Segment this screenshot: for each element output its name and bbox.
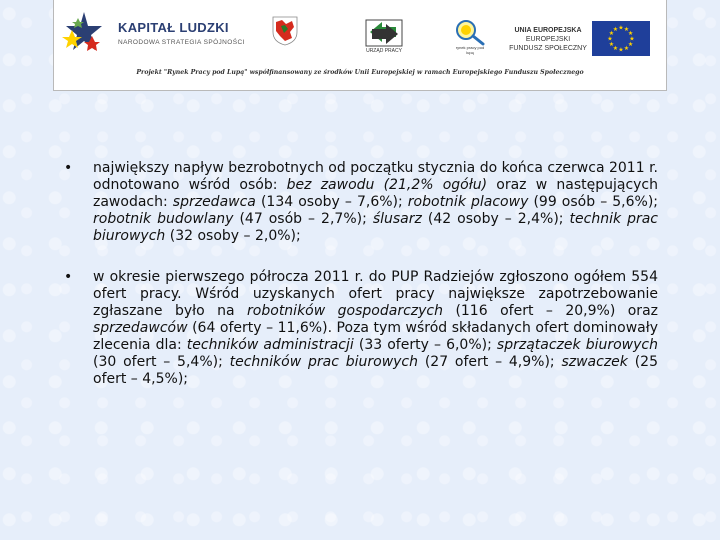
- kapital-ludzki-star-icon: [62, 10, 106, 56]
- eu-line-2: EUROPEJSKI: [525, 36, 571, 43]
- bullet-text-job-offers: [93, 269, 658, 388]
- text-segment: (99 osób – 5,6%);: [528, 194, 659, 210]
- rynek-pracy-pod-lupa-logo: [452, 18, 488, 60]
- text-segment: techników prac biurowych: [229, 354, 419, 370]
- eu-star-icon: ★: [618, 24, 624, 32]
- eu-star-icon: ★: [612, 26, 619, 34]
- text-segment: (25 ofert – 4,5%);: [93, 354, 658, 387]
- text-segment: (42 osoby – 2,4%);: [421, 211, 570, 227]
- kapital-ludzki-subtitle: NARODOWA STRATEGIA SPÓJNOŚCI: [118, 39, 245, 46]
- text-segment: technik prac biurowych: [93, 211, 659, 244]
- eu-star-icon: ★: [627, 30, 634, 38]
- magnifier-icon: [452, 18, 488, 46]
- text-segment: techników administracji: [186, 337, 354, 353]
- logo-header-banner: [53, 0, 667, 91]
- bullet-symbol: •: [64, 269, 73, 285]
- eu-star-icon: ★: [629, 35, 635, 43]
- text-segment: (116 ofert – 20,9%) oraz: [442, 303, 658, 319]
- text-segment: oraz w następujących zawodach:: [93, 177, 658, 210]
- bullet-text-unemployment-inflow: [93, 160, 658, 245]
- text-segment: sprzedawców: [93, 320, 188, 336]
- project-cofinancing-note: Projekt "Rynek Pracy pod Lupą" współfinansowany ze środków Unii Europejskiej w ramach Europejskiego Funduszu Społecznego: [136, 69, 584, 76]
- eu-star-icon: ★: [623, 26, 630, 34]
- text-segment: sprzątaczek biurowych: [496, 337, 658, 353]
- text-segment: (33 oferty – 6,0%);: [353, 337, 497, 353]
- eu-star-icon: ★: [612, 45, 619, 53]
- kapital-ludzki-title: KAPITAŁ LUDZKI: [118, 20, 229, 35]
- text-segment: robotników gospodarczych: [247, 303, 443, 319]
- eu-flag-icon: [592, 21, 650, 56]
- text-segment: sprzedawca: [172, 194, 256, 210]
- text-segment: (27 ofert – 4,9%);: [418, 354, 562, 370]
- eu-star-icon: ★: [607, 35, 613, 43]
- eu-star-icon: ★: [623, 45, 630, 53]
- rynek-pracy-pod-lupa-label: rynek pracy pod lupą: [455, 45, 485, 55]
- main-content: [64, 160, 658, 412]
- text-segment: robotnik budowlany: [93, 211, 234, 227]
- text-segment: (30 ofert – 5,4%);: [93, 354, 230, 370]
- text-segment: robotnik placowy: [407, 194, 529, 210]
- bullet-item: [64, 160, 658, 245]
- text-segment: największy napływ bezrobotnych od początku stycznia do końca czerwca 2011 r. odnotowano wśród osób:: [93, 160, 658, 193]
- eu-line-1: UNIA EUROPEJSKA: [514, 27, 582, 34]
- eu-line-3: FUNDUSZ SPOŁECZNY: [509, 45, 587, 52]
- text-segment: (47 osób – 2,7%);: [233, 211, 373, 227]
- text-segment: (64 oferty – 11,6%). Poza tym wśród składanych ofert dominowały zlecenia dla:: [93, 320, 658, 353]
- text-segment: szwaczek: [561, 354, 628, 370]
- text-segment: w okresie pierwszego półrocza 2011 r. do PUP Radziejów zgłoszono ogółem 554 ofert pracy. Wśród uzyskanych ofert pracy największe zapotrzebowanie zgłaszane było na: [93, 269, 658, 319]
- text-segment: (134 osoby – 7,6%);: [255, 194, 408, 210]
- eu-star-icon: ★: [608, 30, 615, 38]
- bullet-symbol: •: [64, 160, 73, 176]
- urzad-pracy-label: URZĄD PRACY: [366, 48, 402, 54]
- regional-crest-icon: [272, 16, 298, 46]
- eu-fund-text: [506, 26, 590, 53]
- eu-star-icon: ★: [618, 46, 624, 54]
- kapital-ludzki-logo: [62, 10, 282, 56]
- text-segment: bez zawodu (21,2% ogółu): [286, 177, 488, 193]
- eu-star-icon: ★: [627, 41, 634, 49]
- urzad-pracy-arrows-icon: [360, 18, 408, 48]
- text-segment: ślusarz: [372, 211, 422, 227]
- text-segment: (32 osoby – 2,0%);: [165, 228, 301, 244]
- eu-star-icon: ★: [608, 41, 615, 49]
- urzad-pracy-logo: [360, 18, 408, 58]
- bullet-item: [64, 269, 658, 388]
